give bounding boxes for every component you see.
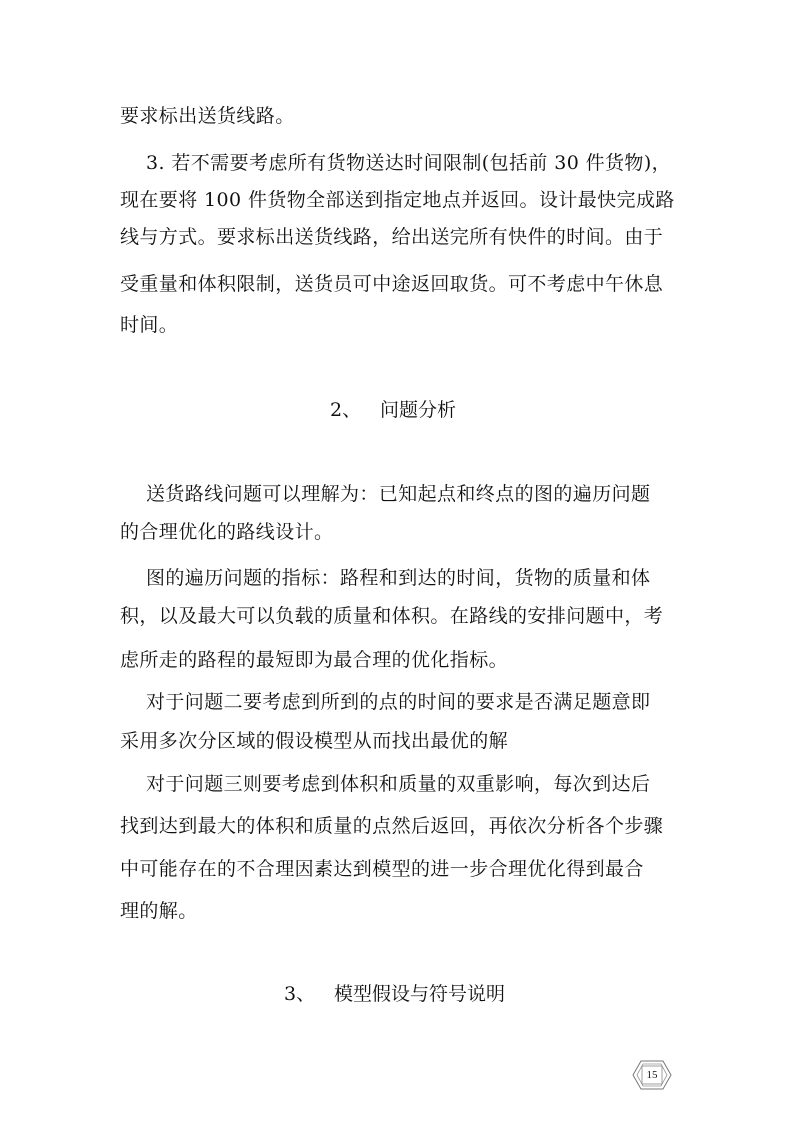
paragraph-line: 虑所走的路程的最短即为最合理的优化指标。	[120, 649, 509, 671]
paragraph-line: 时间。	[120, 314, 179, 336]
paragraph-line: 现在要将 100 件货物全部送到指定地点并返回。设计最快完成路	[120, 189, 675, 211]
paragraph-line: 理的解。	[120, 900, 198, 922]
section-number: 2、	[330, 399, 362, 421]
section-heading-3	[284, 982, 505, 1006]
section-number: 3、	[284, 983, 316, 1005]
paragraph-line: 的合理优化的路线设计。	[120, 521, 334, 543]
paragraph-line: 对于问题二要考虑到所到的点的时间的要求是否满足题意即	[146, 691, 651, 713]
paragraph-line: 采用多次分区域的假设模型从而找出最优的解	[120, 730, 509, 752]
paragraph-line: 找到达到最大的体积和质量的点然后返回，再依次分析各个步骤	[120, 815, 664, 837]
section-heading-2	[330, 398, 456, 422]
intro-line: 要求标出送货线路。	[120, 105, 295, 127]
section-title: 模型假设与符号说明	[334, 983, 506, 1005]
paragraph-line: 3. 若不需要考虑所有货物送达时间限制(包括前 30 件货物)，	[146, 152, 672, 174]
paragraph-line: 受重量和体积限制，送货员可中途返回取货。可不考虑中午休息	[120, 273, 664, 295]
paragraph-line: 积，以及最大可以负载的质量和体积。在路线的安排问题中，考	[120, 605, 664, 627]
paragraph-line: 图的遍历问题的指标：路程和到达的时间，货物的质量和体	[146, 567, 651, 589]
paragraph-line: 中可能存在的不合理因素达到模型的进一步合理优化得到最合	[120, 858, 644, 880]
page-number: 15	[646, 1069, 658, 1081]
section-title: 问题分析	[380, 399, 457, 421]
paragraph-line: 线与方式。要求标出送货线路，给出送完所有快件的时间。由于	[120, 226, 664, 248]
paragraph-line: 送货路线问题可以理解为：已知起点和终点的图的遍历问题	[146, 483, 651, 505]
paragraph-line: 对于问题三则要考虑到体积和质量的双重影响，每次到达后	[146, 773, 651, 795]
page-number-badge	[631, 1058, 673, 1092]
